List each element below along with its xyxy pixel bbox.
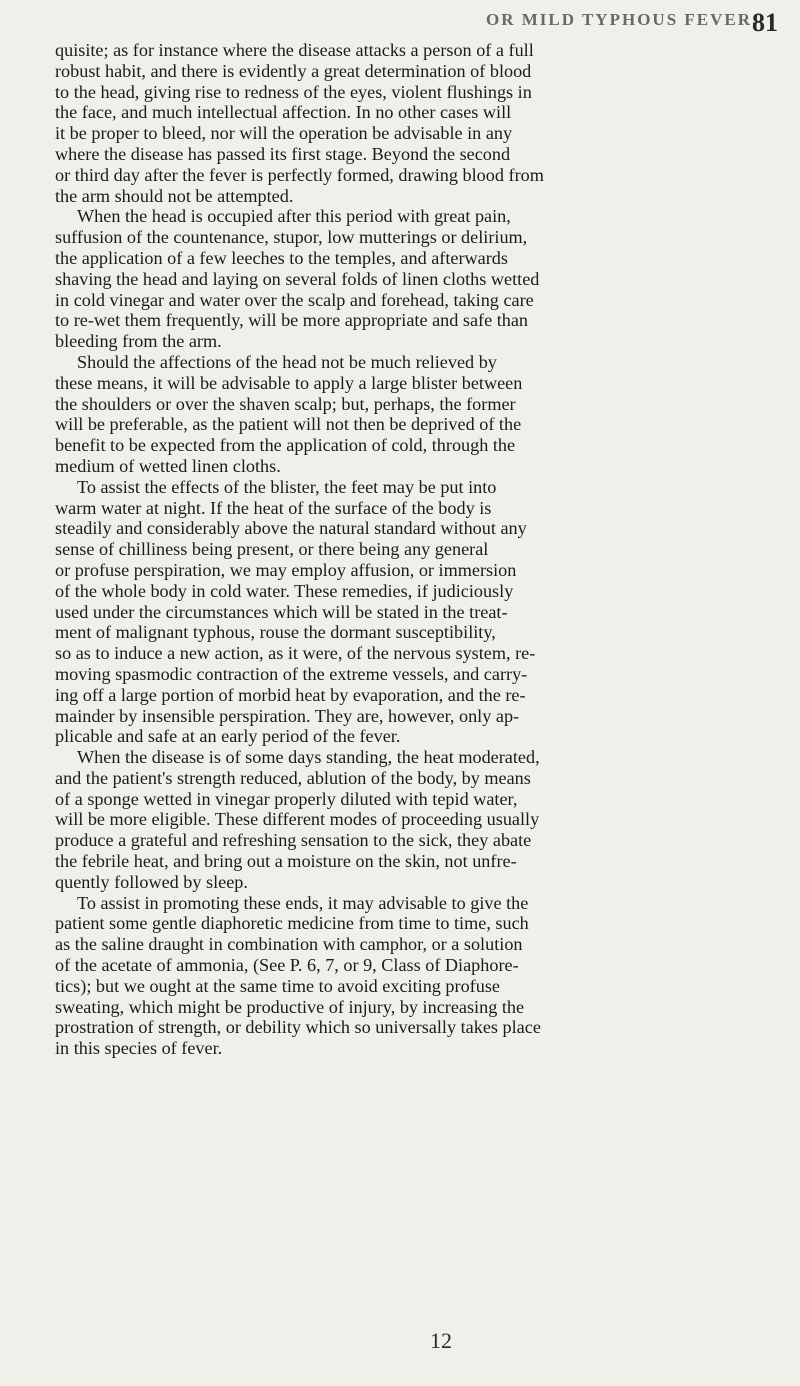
text-line: where the disease has passed its first stage. Beyond the second [55, 143, 511, 164]
text-line: tics); but we ought at the same time to avoid exciting profuse [55, 975, 500, 996]
text-line: the shoulders or over the shaven scalp; but, perhaps, the former [55, 393, 516, 414]
text-line: shaving the head and laying on several folds of linen cloths wetted [55, 268, 540, 289]
text-line: mainder by insensible perspiration. They are, however, only ap- [55, 705, 520, 726]
text-line: of a sponge wetted in vinegar properly diluted with tepid water, [55, 788, 518, 809]
text-line: ment of malignant typhous, rouse the dormant susceptibility, [55, 622, 496, 643]
text-line: medium of wetted linen cloths. [55, 455, 281, 476]
text-line: will be more eligible. These different modes of proceeding usually [55, 809, 540, 830]
text-line: to the head, giving rise to redness of the eyes, violent flushings in [55, 81, 532, 102]
paragraph-start-line: When the disease is of some days standing, the heat moderated, [77, 747, 540, 768]
text-line: plicable and safe at an early period of the fever. [55, 726, 401, 747]
paragraph-start-line: To assist the effects of the blister, the feet may be put into [77, 476, 497, 497]
text-line: used under the circumstances which will be stated in the treat- [55, 601, 508, 622]
text-line: so as to induce a new action, as it were, of the nervous system, re- [55, 643, 536, 664]
signature-mark: 12 [430, 1328, 452, 1353]
text-line: these means, it will be advisable to apply a large blister between [55, 372, 523, 393]
text-line: the face, and much intellectual affection. In no other cases will [55, 102, 512, 123]
text-line: ing off a large portion of morbid heat by evaporation, and the re- [55, 684, 526, 705]
text-line: quently followed by sleep. [55, 871, 248, 892]
text-line: suffusion of the countenance, stupor, low mutterings or delirium, [55, 227, 528, 248]
text-line: as the saline draught in combination with camphor, or a solution [55, 934, 523, 955]
paragraph-start-line: To assist in promoting these ends, it may advisable to give the [77, 892, 529, 913]
paragraph-start-line: Should the affections of the head not be much relieved by [77, 351, 497, 372]
text-line: in this species of fever. [55, 1038, 223, 1059]
page-number: 81 [752, 8, 778, 37]
text-line: to re-wet them frequently, will be more appropriate and safe than [55, 310, 529, 331]
text-line: in cold vinegar and water over the scalp and forehead, taking care [55, 289, 534, 310]
text-line: sense of chilliness being present, or there being any general [55, 539, 489, 560]
text-line: and the patient's strength reduced, ablution of the body, by means [55, 767, 531, 788]
text-line: or third day after the fever is perfectly formed, drawing blood from [55, 164, 544, 185]
text-line: moving spasmodic contraction of the extreme vessels, and carry- [55, 663, 528, 684]
text-line: benefit to be expected from the application of cold, through the [55, 435, 516, 456]
text-line: the arm should not be attempted. [55, 185, 294, 206]
text-line: produce a grateful and refreshing sensation to the sick, they abate [55, 830, 532, 851]
text-line: will be preferable, as the patient will not then be deprived of the [55, 414, 522, 435]
text-line: the application of a few leeches to the temples, and afterwards [55, 247, 508, 268]
text-line: the febrile heat, and bring out a moisture on the skin, not unfre- [55, 851, 517, 872]
text-line: robust habit, and there is evidently a great determination of blood [55, 60, 532, 81]
text-line: prostration of strength, or debility which so universally takes place [55, 1017, 541, 1038]
text-line: sweating, which might be productive of injury, by increasing the [55, 996, 525, 1017]
running-head: OR MILD TYPHOUS FEVER. [486, 10, 759, 29]
text-line: it be proper to bleed, nor will the operation be advisable in any [55, 123, 513, 144]
text-line: patient some gentle diaphoretic medicine from time to time, such [55, 913, 529, 934]
text-line: of the whole body in cold water. These remedies, if judiciously [55, 580, 514, 601]
text-line: warm water at night. If the heat of the surface of the body is [55, 497, 492, 518]
text-line: bleeding from the arm. [55, 331, 222, 352]
text-line: quisite; as for instance where the disease attacks a person of a full [55, 40, 534, 60]
paragraph-start-line: When the head is occupied after this period with great pain, [77, 206, 511, 227]
text-line: or profuse perspiration, we may employ affusion, or immersion [55, 559, 517, 580]
body-text [55, 40, 770, 1059]
text-line: steadily and considerably above the natural standard without any [55, 518, 527, 539]
text-line: of the acetate of ammonia, (See P. 6, 7, or 9, Class of Diaphore- [55, 955, 519, 976]
